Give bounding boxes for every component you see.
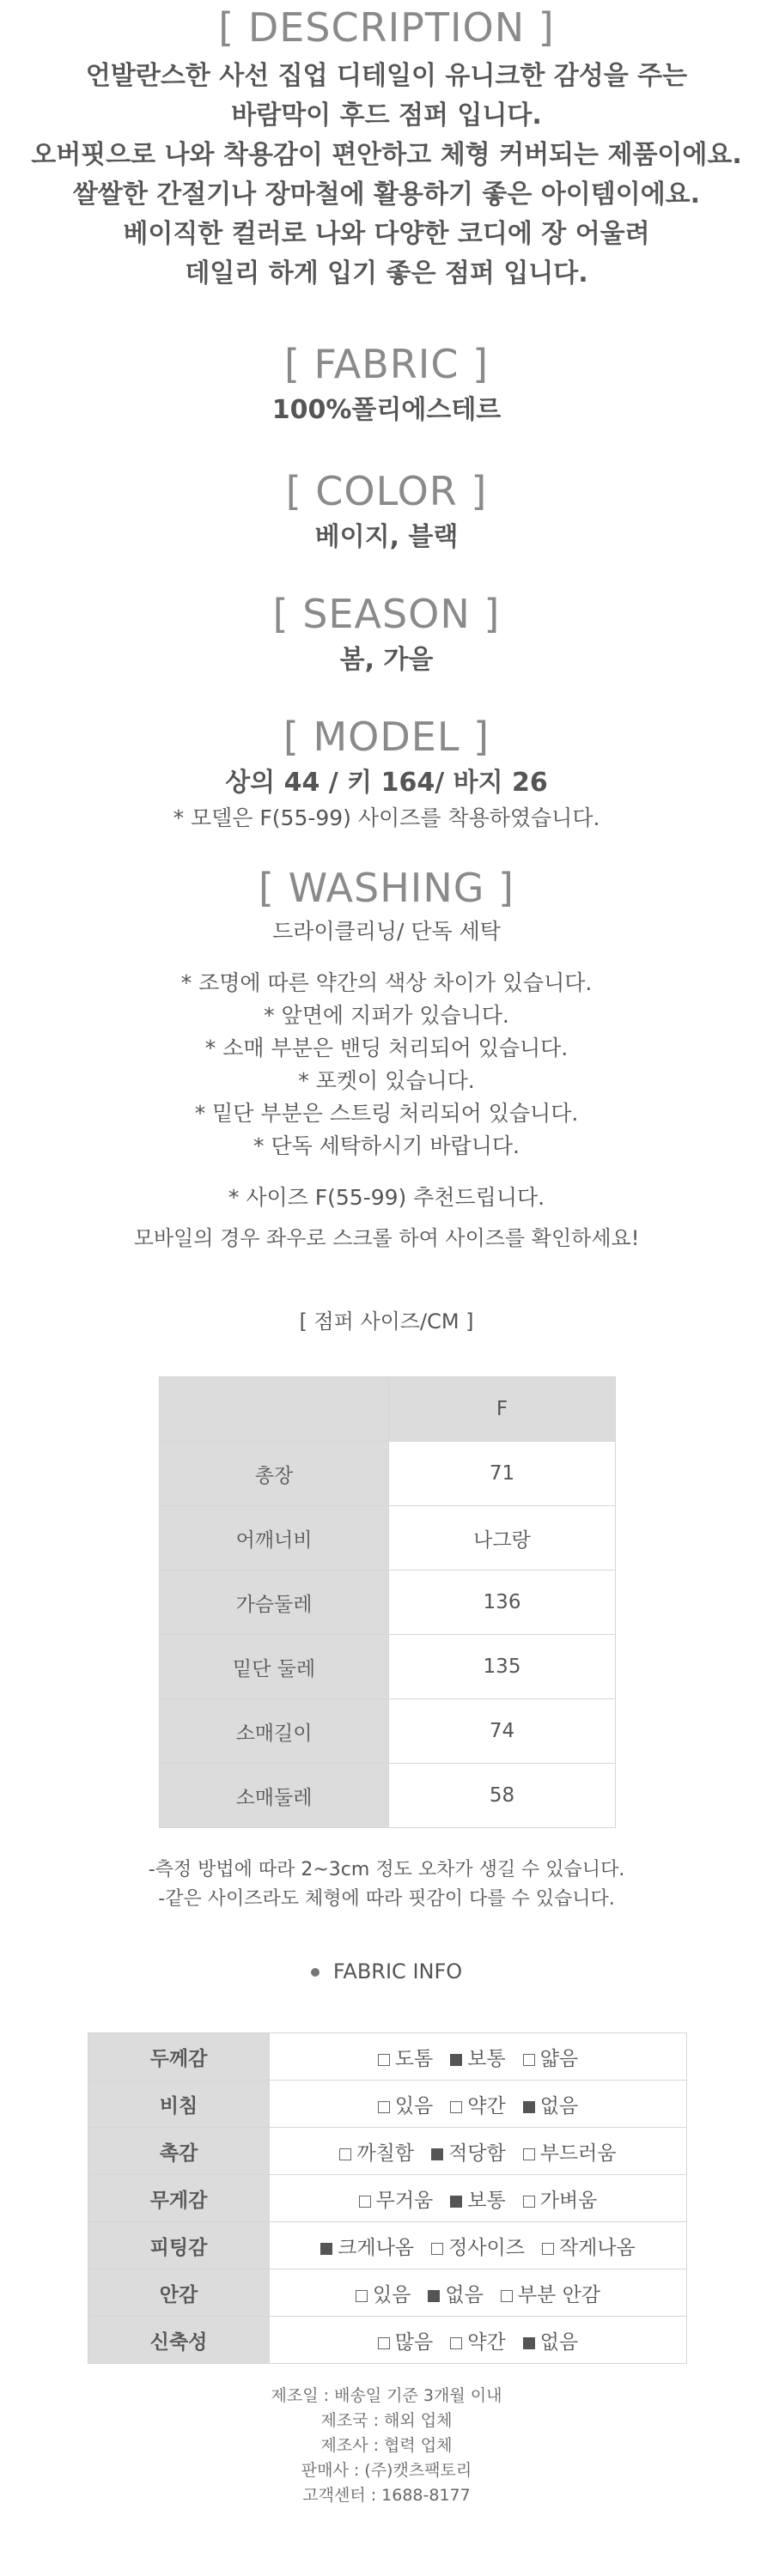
- fabric-value: 100%폴리에스테르: [271, 395, 502, 425]
- fabric-option-label: 까칠함: [356, 2142, 415, 2165]
- fabric-info-title-wrap: [0, 1956, 773, 1987]
- size-label-cell: 밑단 둘레: [160, 1635, 389, 1699]
- fabric-option-label: 무거움: [375, 2189, 434, 2212]
- model-value: 상의 44 / 키 164/ 바지 26: [225, 768, 548, 798]
- description-section: [0, 3, 773, 294]
- size-table-title-wrap: [0, 1306, 773, 1337]
- fabric-option-label: 보통: [467, 2047, 506, 2070]
- fabric-info-options-cell: [270, 2222, 687, 2269]
- table-row: [160, 1635, 616, 1699]
- size-value-cell: 나그랑: [389, 1506, 616, 1571]
- fabric-option: [523, 2043, 578, 2071]
- table-row: [160, 1699, 616, 1764]
- fabric-heading: [ FABRIC ]: [283, 341, 490, 387]
- description-line: 데일리 하게 입기 좋은 점퍼 입니다.: [185, 258, 588, 289]
- fabric-option-label: 부분 안감: [517, 2283, 601, 2306]
- fabric-info-label-cell: 무게감: [88, 2175, 270, 2222]
- size-value-cell: 136: [389, 1571, 616, 1635]
- table-row: [88, 2269, 687, 2317]
- fabric-option: [320, 2232, 414, 2260]
- description-heading: [ DESCRIPTION ]: [218, 4, 555, 51]
- table-row: [160, 1571, 616, 1635]
- table-row: [88, 2222, 687, 2269]
- checked-box-icon: [320, 2243, 332, 2255]
- model-note: * 모델은 F(55-99) 사이즈를 착용하였습니다.: [173, 805, 600, 830]
- size-note: -측정 방법에 따라 2~3cm 정도 오차가 생길 수 있습니다.: [148, 1859, 625, 1880]
- fabric-info-label-cell: 두께감: [88, 2033, 270, 2081]
- unchecked-box-icon: [542, 2243, 554, 2255]
- fabric-info-title-text: FABRIC INFO: [332, 1959, 463, 1984]
- unchecked-box-icon: [450, 2337, 462, 2349]
- fabric-option: [378, 2326, 433, 2354]
- fabric-option-label: 가벼움: [539, 2189, 598, 2212]
- washing-note: * 포켓이 있습니다.: [298, 1068, 475, 1093]
- size-label-cell: 소매길이: [160, 1699, 389, 1764]
- checked-box-icon: [523, 2101, 535, 2113]
- fabric-info-rows: [88, 2033, 687, 2364]
- footer-line: 제조국 : 해외 업체: [320, 2411, 453, 2430]
- table-row: [160, 1764, 616, 1828]
- fabric-option: [431, 2232, 525, 2260]
- checked-box-icon: [450, 2054, 462, 2066]
- fabric-info-options-cell: [270, 2081, 687, 2128]
- size-table: [159, 1376, 616, 1828]
- color-value: 베이지, 블랙: [314, 522, 459, 552]
- fabric-option: [431, 2137, 506, 2166]
- description-line: 쌀쌀한 간절기나 장마철에 활용하기 좋은 아이템이에요.: [72, 179, 701, 210]
- fabric-option-label: 부드러움: [539, 2142, 617, 2165]
- fabric-option: [450, 2326, 505, 2354]
- fabric-option: [523, 2326, 578, 2354]
- fabric-info-label-cell: 촉감: [88, 2128, 270, 2175]
- fabric-section: [0, 340, 773, 429]
- fabric-option-label: 보통: [467, 2189, 506, 2212]
- fabric-info-label-cell: 신축성: [88, 2317, 270, 2364]
- washing-note: * 앞면에 지퍼가 있습니다.: [264, 1003, 509, 1028]
- size-header-cell: F: [389, 1377, 616, 1442]
- fabric-info-label-cell: 안감: [88, 2269, 270, 2317]
- washing-note: * 단독 세탁하시기 바랍니다.: [253, 1133, 520, 1158]
- checked-box-icon: [428, 2290, 440, 2302]
- footer-line: 제조일 : 배송일 기준 3개월 이내: [271, 2386, 502, 2405]
- unchecked-box-icon: [523, 2054, 535, 2066]
- washing-note: * 조명에 따른 약간의 색상 차이가 있습니다.: [180, 970, 593, 995]
- size-value-cell: 58: [389, 1764, 616, 1828]
- unchecked-box-icon: [339, 2148, 351, 2160]
- table-row: [160, 1506, 616, 1571]
- footer-line: 제조사 : 협력 업체: [320, 2436, 453, 2455]
- description-line: 언발란스한 사선 집업 디테일이 유니크한 감성을 주는: [85, 61, 688, 91]
- unchecked-box-icon: [523, 2148, 535, 2160]
- size-notes: [0, 1856, 773, 1914]
- description-line: 바람막이 후드 점퍼 입니다.: [231, 100, 542, 131]
- unchecked-box-icon: [501, 2290, 513, 2302]
- fabric-option: [428, 2279, 483, 2307]
- fabric-option: [523, 2137, 617, 2166]
- footer-info: [0, 2384, 773, 2508]
- model-heading: [ MODEL ]: [283, 714, 490, 760]
- fabric-option: [359, 2184, 434, 2213]
- fabric-option: [378, 2043, 433, 2071]
- checked-box-icon: [431, 2148, 443, 2160]
- description-line: 오버핏으로 나와 착용감이 편안하고 체형 커버되는 제품이에요.: [31, 140, 742, 170]
- fabric-option: [450, 2090, 505, 2118]
- checked-box-icon: [523, 2337, 535, 2349]
- size-value-cell: 71: [389, 1442, 616, 1506]
- fabric-info-title: [0, 1956, 773, 1987]
- unchecked-box-icon: [356, 2290, 368, 2302]
- fabric-info-options-cell: [270, 2175, 687, 2222]
- size-label-cell: 총장: [160, 1442, 389, 1506]
- table-row: [88, 2175, 687, 2222]
- season-section: [0, 590, 773, 679]
- fabric-info-options-cell: [270, 2269, 687, 2317]
- size-note: -같은 사이즈라도 체형에 따라 핏감이 다를 수 있습니다.: [158, 1888, 615, 1910]
- fabric-option: [339, 2137, 414, 2166]
- table-row: [88, 2317, 687, 2364]
- washing-note: * 소매 부분은 밴딩 처리되어 있습니다.: [204, 1036, 569, 1060]
- fabric-info-options-cell: [270, 2128, 687, 2175]
- size-label-cell: 가슴둘레: [160, 1571, 389, 1635]
- fabric-info-options-cell: [270, 2317, 687, 2364]
- washing-section: [0, 864, 773, 1254]
- size-label-cell: 어깨너비: [160, 1506, 389, 1571]
- fabric-option-label: 얇음: [539, 2047, 579, 2070]
- table-row: [88, 2033, 687, 2081]
- footer-line: 판매사 : (주)캣츠팩토리: [301, 2461, 472, 2480]
- checked-box-icon: [450, 2196, 462, 2208]
- fabric-info-label-cell: 피팅감: [88, 2222, 270, 2269]
- unchecked-box-icon: [378, 2101, 390, 2113]
- fabric-option-label: 작게나옴: [558, 2236, 636, 2259]
- mobile-scroll-hint: 모바일의 경우 좌우로 스크롤 하여 사이즈를 확인하세요!: [133, 1226, 640, 1250]
- fabric-option-label: 있음: [394, 2094, 434, 2117]
- fabric-option: [523, 2090, 578, 2118]
- washing-value: 드라이클리닝/ 단독 세탁: [272, 919, 501, 944]
- table-row: [160, 1377, 616, 1442]
- fabric-option: [501, 2279, 600, 2307]
- model-section: [0, 713, 773, 835]
- fabric-option-label: 크게나옴: [338, 2236, 415, 2259]
- size-label-cell: 소매둘레: [160, 1764, 389, 1828]
- size-value-cell: 135: [389, 1635, 616, 1699]
- bullet-dot-icon: [311, 1968, 320, 1977]
- fabric-info-label-cell: 비침: [88, 2081, 270, 2128]
- footer-line: 고객센터 : 1688-8177: [302, 2486, 471, 2505]
- fabric-option-label: 없음: [539, 2094, 579, 2117]
- fabric-info-table: [88, 2032, 687, 2364]
- fabric-option: [450, 2043, 505, 2071]
- fabric-option-label: 많음: [394, 2330, 434, 2354]
- washing-heading: [ WASHING ]: [259, 865, 514, 911]
- fabric-option-label: 없음: [539, 2330, 579, 2354]
- color-heading: [ COLOR ]: [285, 468, 488, 514]
- unchecked-box-icon: [378, 2337, 390, 2349]
- size-recommend: * 사이즈 F(55-99) 추천드립니다.: [228, 1185, 545, 1210]
- fabric-option: [523, 2184, 598, 2213]
- table-row: [160, 1442, 616, 1506]
- size-value-cell: 74: [389, 1699, 616, 1764]
- description-line: 베이직한 컬러로 나와 다양한 코디에 장 어울려: [123, 219, 650, 249]
- season-heading: [ SEASON ]: [272, 591, 501, 637]
- size-table-title: [ 점퍼 사이즈/CM ]: [299, 1309, 474, 1334]
- fabric-option: [356, 2279, 411, 2307]
- fabric-option: [542, 2232, 636, 2260]
- unchecked-box-icon: [359, 2196, 371, 2208]
- fabric-option-label: 적당함: [448, 2142, 506, 2165]
- fabric-option-label: 있음: [372, 2283, 411, 2306]
- unchecked-box-icon: [378, 2054, 390, 2066]
- table-row: [88, 2128, 687, 2175]
- fabric-option: [450, 2184, 505, 2213]
- fabric-option-label: 없음: [445, 2283, 484, 2306]
- fabric-option-label: 도톰: [394, 2047, 434, 2070]
- unchecked-box-icon: [431, 2243, 443, 2255]
- unchecked-box-icon: [523, 2196, 535, 2208]
- fabric-info-options-cell: [270, 2033, 687, 2081]
- size-table-corner: [160, 1377, 389, 1442]
- fabric-option-label: 정사이즈: [448, 2236, 525, 2259]
- fabric-option-label: 약간: [467, 2094, 506, 2117]
- washing-note: * 밑단 부분은 스트링 처리되어 있습니다.: [194, 1101, 579, 1126]
- unchecked-box-icon: [450, 2101, 462, 2113]
- fabric-option-label: 약간: [467, 2330, 506, 2354]
- table-row: [88, 2081, 687, 2128]
- season-value: 봄, 가을: [339, 645, 434, 675]
- fabric-option: [378, 2090, 433, 2118]
- color-section: [0, 467, 773, 556]
